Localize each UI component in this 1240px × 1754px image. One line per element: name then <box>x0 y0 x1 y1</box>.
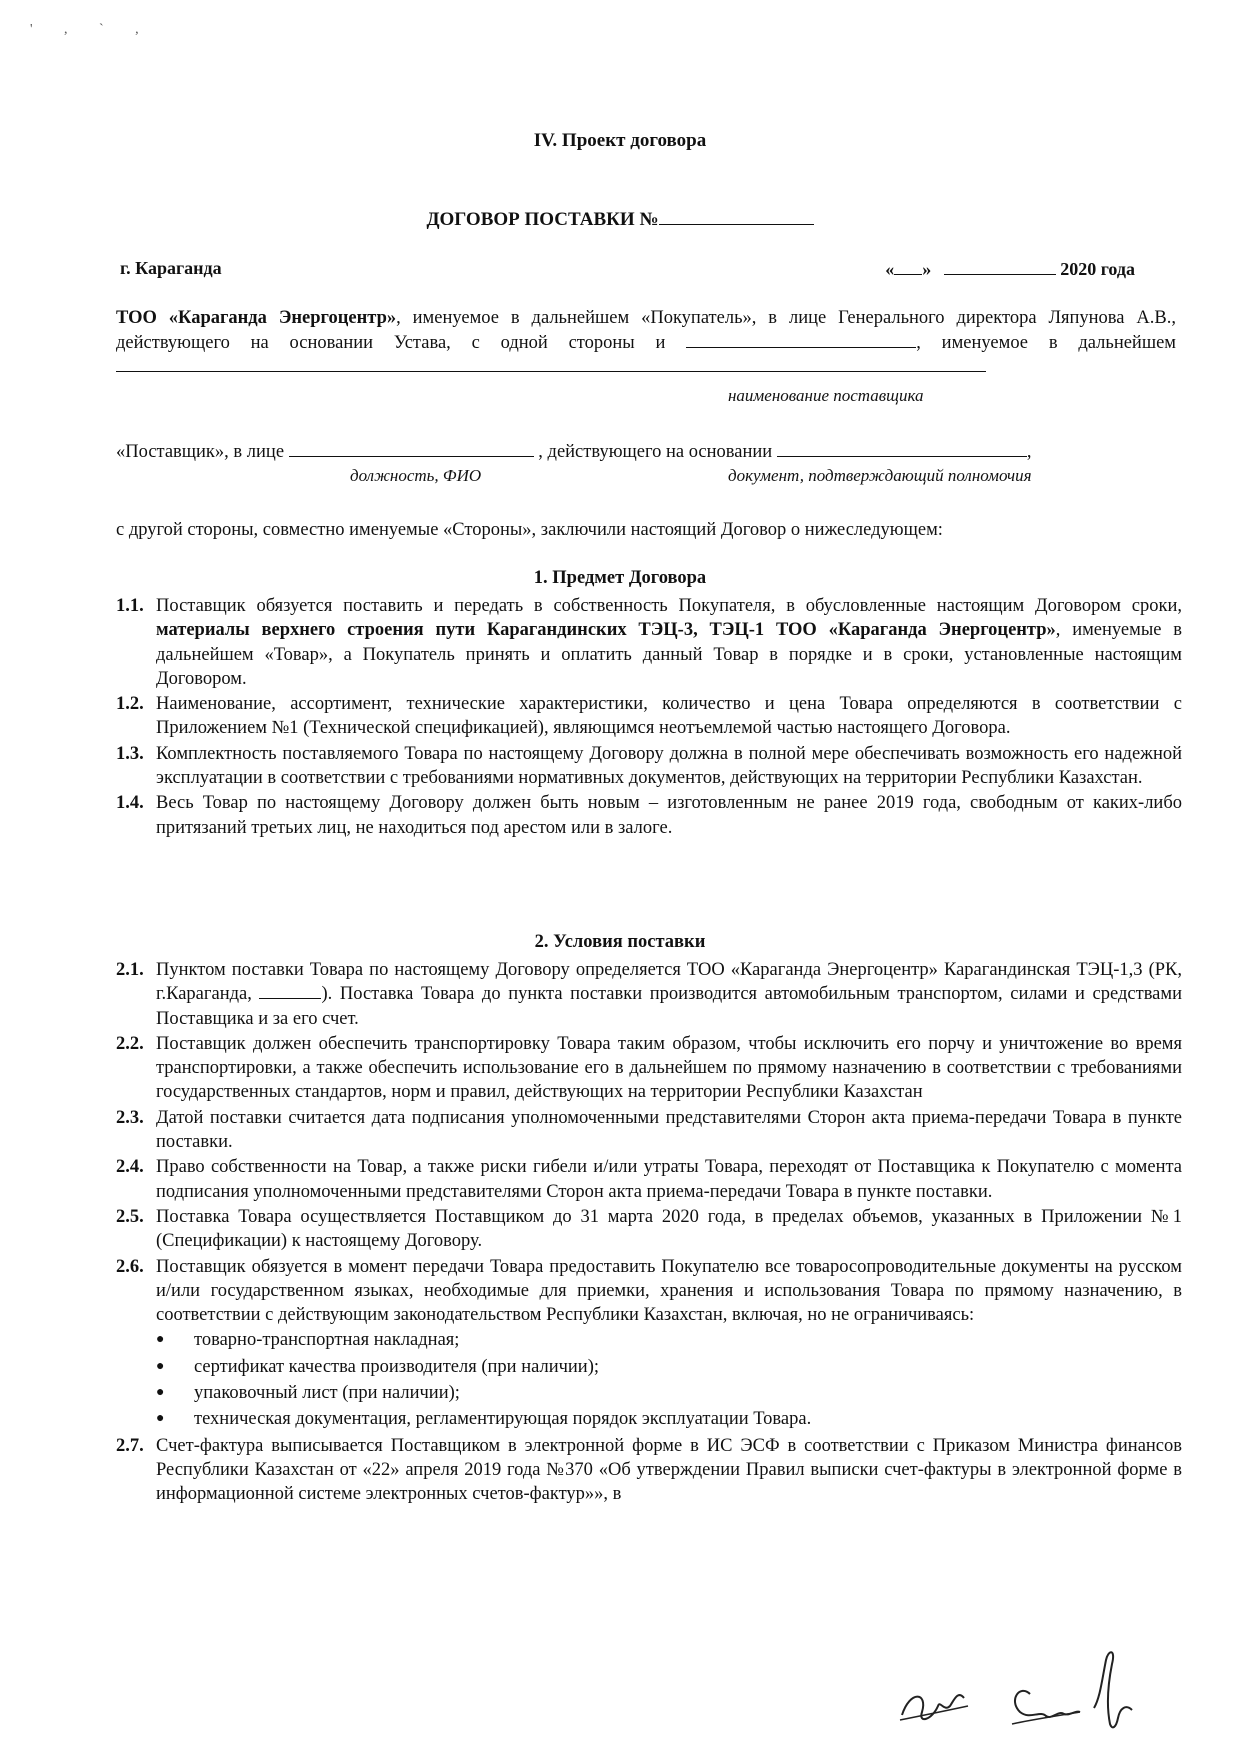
authority-doc-blank <box>777 440 1027 457</box>
section-title: IV. Проект договора <box>533 130 707 151</box>
clause-2-3: 2.3. Датой поставки считается дата подписания уполномоченными представителями Сторон акта приема-передачи Товара в пункте поставки. <box>116 1107 1182 1153</box>
month-blank <box>944 258 1056 275</box>
caption-authority: документ, подтверждающий полномочия <box>728 466 1032 485</box>
contract-title: ДОГОВОР ПОСТАВКИ № <box>0 206 1240 231</box>
caption-supplier-name: наименование поставщика <box>728 386 924 405</box>
clause-1-4: 1.4. Весь Товар по настоящему Договору должен быть новым – изготовленным не ранее 2019 года, свободным от каких-либо притязаний третьих лиц, не находиться под арестом или в залоге. <box>116 793 1182 838</box>
section1-title: 1. Предмет Договора <box>533 568 707 588</box>
contract-date: « » 2020 года <box>885 259 1135 279</box>
clause-1-3: 1.3. Комплектность поставляемого Товара по настоящему Договору должна в полной мере обеспечивать возможность его надежной эксплуатации в соответствии с требованиями нормативных документов, действующих на территории Республики Казахстан. <box>116 743 1182 789</box>
signature-initials <box>880 1620 1160 1740</box>
parties-paragraph: ТОО «Караганда Энергоцентр», именуемое в дальнейшем «Покупатель», в лице Генерального директора Ляпунова А.В., действующего на основании Устава, с одной стороны и , именуемое в дальнейшем <box>116 306 1176 380</box>
clause-2-2: 2.2. Поставщик должен обеспечить транспортировку Товара таким образом, чтобы исключить его порчу и уничтожение во время транспортировки, а также обеспечить использование его в дальнейшем по прямому назначению в соответствии с требованиями государственных стандартов, норм и правил, действующих на территории Республики Казахстан <box>116 1033 1182 1103</box>
list-item: ● товарно-транспортная накладная; <box>116 1328 1182 1352</box>
bullet-icon: ● <box>156 1385 165 1401</box>
supplier-name-blank-2 <box>116 355 986 372</box>
bullet-icon: ● <box>156 1358 165 1374</box>
closing-paragraph: с другой стороны, совместно именуемые «Стороны», заключили настоящий Договор о нижеследующем: <box>116 520 943 540</box>
caption-position: должность, ФИО <box>350 466 482 485</box>
address-blank <box>259 982 321 999</box>
city: г. Караганда <box>120 258 222 278</box>
list-item: ● сертификат качества производителя (при наличии); <box>116 1355 1182 1379</box>
list-item: ● техническая документация, регламентирующая порядок эксплуатации Товара. <box>116 1407 1182 1431</box>
supplier-line: «Поставщик», в лице , действующего на основании , <box>116 442 1032 462</box>
clause-1-1: 1.1. Поставщик обязуется поставить и передать в собственность Покупателя, в обусловленные настоящим Договором сроки, материалы верхнего строения пути Карагандинских ТЭЦ-3, ТЭЦ-1 ТОО «Караганда Энергоцентр», именуемые в дальнейшем «Товар», а Покупатель принять и оплатить данный Товар в порядке и в сроки, установленные настоящим Договором. <box>116 596 1182 689</box>
section2-items <box>116 958 1182 1508</box>
bullet-icon: ● <box>156 1411 165 1427</box>
section1-items <box>116 594 1182 841</box>
day-blank <box>894 258 922 275</box>
clause-2-1: 2.1. Пунктом поставки Товара по настоящему Договору определяется ТОО «Караганда Энергоцентр» Карагандинская ТЭЦ-1,3 (РК, г.Караганда, ). Поставка Товара до пункта поставки производится автомобильным транспортом, силами и средствами Поставщика и за его счет. <box>116 960 1182 1029</box>
clause-2-5: 2.5. Поставка Товара осуществляется Поставщиком до 31 марта 2020 года, в пределах объемов, указанных в Приложении №1 (Спецификации) к настоящему Договору. <box>116 1206 1182 1252</box>
clause-2-7: 2.7. Счет-фактура выписывается Поставщиком в электронной форме в ИС ЭСФ в соответствии с Приказом Министра финансов Республики Казахстан от «22» апреля 2019 года №370 «Об утверждении Правил выписки счет-фактуры в электронной форме в информационной системе электронных счетов-фактур»», в <box>116 1435 1182 1505</box>
contract-number-blank <box>659 206 814 225</box>
buyer-name: ТОО «Караганда Энергоцентр» <box>116 308 397 328</box>
list-item: ● упаковочный лист (при наличии); <box>116 1381 1182 1405</box>
bullet-icon: ● <box>156 1332 165 1348</box>
representative-blank <box>289 440 534 457</box>
supplier-name-blank <box>686 331 916 348</box>
clause-2-4: 2.4. Право собственности на Товар, а также риски гибели и/или утраты Товара, переходят от Поставщика к Покупателю с момента подписания уполномоченными представителями Сторон акта приема-передачи Товара в пункте поставки. <box>116 1157 1182 1202</box>
clause-1-2: 1.2. Наименование, ассортимент, технические характеристики, количество и цена Товара определяются в соответствии с Приложением №1 (Технической спецификацией), являющимся неотъемлемой частью настоящего Договора. <box>116 694 1182 739</box>
city-date-line <box>120 258 1135 279</box>
scan-specks: ' , ` , <box>30 22 153 37</box>
section2-title: 2. Условия поставки <box>534 932 706 952</box>
clause-2-6: 2.6. Поставщик обязуется в момент передачи Товара предоставить Покупателю все товаросопроводительные документы на русском и/или государственном языках, необходимые для приемки, хранения и использования Товара по прямому назначению, в соответствии с действующим законодательством Республики Казахстан, включая, но не ограничиваясь: <box>116 1256 1182 1326</box>
